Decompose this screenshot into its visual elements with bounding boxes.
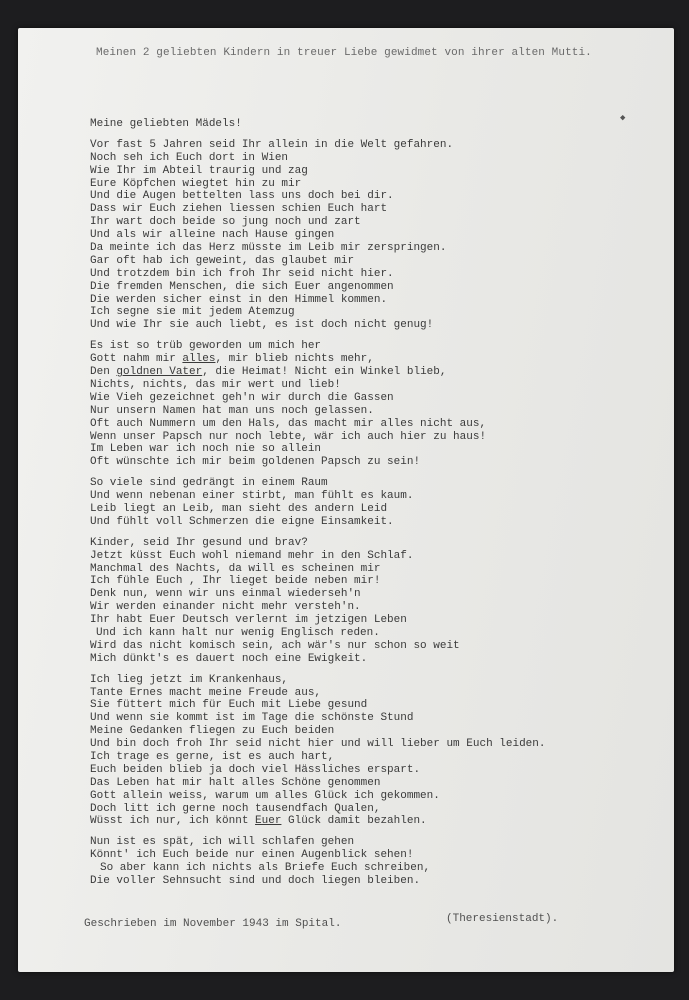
poem-body [90, 118, 650, 896]
poem-stanzas [90, 139, 650, 888]
poem-line: Mich dünkt's es dauert noch eine Ewigkeit. [90, 652, 368, 665]
poem-line: Die werden sicher einst in den Himmel kommen. [90, 293, 388, 306]
poem-line: Da meinte ich das Herz müsste im Leib mir zerspringen. [90, 242, 447, 255]
dedication-line: Meinen 2 geliebten Kindern in treuer Liebe gewidmet von ihrer alten Mutti. [96, 47, 592, 59]
poem-line: Die voller Sehnsucht sind und doch liegen bleiben. [90, 875, 421, 887]
poem-line: Und fühlt voll Schmerzen die eigne Einsamkeit. [90, 515, 394, 528]
stanza-5 [90, 674, 650, 829]
poem-line: Gott nahm mir alles, mir blieb nichts mehr, [90, 353, 374, 366]
poem-line: Und wenn nebenan einer stirbt, man fühlt es kaum. [90, 490, 414, 503]
poem-line: Ihr wart doch beide so jung noch und zart [90, 216, 361, 229]
poem-line: Denk nun, wenn wir uns einmal wiederseh'n [90, 588, 361, 601]
poem-line: Und als wir alleine nach Hause gingen [90, 229, 335, 242]
poem-line: Und wenn sie kommt ist im Tage die schönste Stund [90, 712, 414, 725]
poem-line: Und die Augen bettelten lass uns doch bei dir. [90, 190, 394, 203]
poem-line: Eure Köpfchen wiegtet hin zu mir [90, 177, 302, 190]
poem-line: Oft wünschte ich mir beim goldenen Papsch zu sein! [90, 456, 421, 469]
poem-line: Nun ist es spät, ich will schlafen gehen [90, 836, 355, 849]
poem-line: Den goldnen Vater, die Heimat! Nicht ein Winkel blieb, [90, 366, 447, 379]
poem-line: Gar oft hab ich geweint, das glaubet mir [90, 254, 355, 267]
written-note: Geschrieben im November 1943 im Spital. [84, 918, 342, 930]
stanza-2 [90, 340, 650, 469]
poem-greeting: Meine geliebten Mädels! [90, 118, 242, 130]
poem-line: Und ich kann halt nur wenig Englisch reden. [96, 626, 380, 639]
poem-line: Und bin doch froh Ihr seid nicht hier und will lieber um Euch leiden. [90, 738, 546, 751]
poem-line: Nichts, nichts, das mir wert und lieb! [90, 378, 341, 391]
poem-line: Ich lieg jetzt im Krankenhaus, [90, 673, 289, 686]
margin-mark: ◆ [620, 113, 626, 123]
poem-line: Ich trage es gerne, ist es auch hart, [90, 750, 335, 763]
poem-line: Kinder, seid Ihr gesund und brav? [90, 536, 308, 549]
poem-line: So aber kann ich nichts als Briefe Euch schreiben, [100, 862, 431, 875]
poem-line: Wird das nicht komisch sein, ach wär's nur schon so weit [90, 639, 460, 652]
poem-line: Ich fühle Euch , Ihr lieget beide neben mir! [90, 575, 381, 588]
poem-line: Gott allein weiss, warum um alles Glück ich gekommen. [90, 789, 440, 802]
poem-line: Wir werden einander nicht mehr versteh'n. [90, 601, 361, 614]
poem-line: Und wie Ihr sie auch liebt, es ist doch nicht genug! [90, 319, 434, 332]
poem-line: Nur unsern Namen hat man uns noch gelassen. [90, 404, 374, 417]
stanza-6 [90, 836, 650, 888]
poem-line: Meine Gedanken fliegen zu Euch beiden [90, 725, 335, 738]
poem-line: Manchmal des Nachts, da will es scheinen mir [90, 562, 381, 575]
poem-line: Sie füttert mich für Euch mit Liebe gesund [90, 699, 368, 712]
poem-line: Oft auch Nummern um den Hals, das macht mir alles nicht aus, [90, 417, 487, 430]
poem-line: Dass wir Euch ziehen liessen schien Euch hart [90, 203, 388, 216]
place-note: (Theresienstadt). [446, 913, 559, 925]
stanza-4 [90, 537, 650, 666]
poem-line: Euch beiden blieb ja doch viel Hässliches erspart. [90, 763, 421, 776]
poem-line: Wüsst ich nur, ich könnt Euer Glück damit bezahlen. [90, 815, 427, 828]
poem-line: Ihr habt Euer Deutsch verlernt im jetzigen Leben [90, 614, 407, 627]
poem-line: Es ist so trüb geworden um mich her [90, 340, 322, 353]
poem-line: Im Leben war ich noch nie so allein [90, 443, 322, 456]
stanza-3 [90, 477, 650, 529]
poem-line: Das Leben hat mir halt alles Schöne genommen [90, 776, 381, 789]
poem-line: Noch seh ich Euch dort in Wien [90, 151, 289, 164]
poem-line: Wie Ihr im Abteil traurig und zag [90, 164, 308, 177]
stanza-1 [90, 139, 650, 332]
poem-line: Leib liegt an Leib, man sieht des andern Leid [90, 502, 388, 515]
poem-line: Die fremden Menschen, die sich Euer angenommen [90, 280, 394, 293]
poem-line: Wenn unser Papsch nur noch lebte, wär ich auch hier zu haus! [90, 430, 487, 443]
poem-line: Und trotzdem bin ich froh Ihr seid nicht hier. [90, 267, 394, 280]
poem-line: Doch litt ich gerne noch tausendfach Qualen, [90, 802, 381, 815]
poem-line: Vor fast 5 Jahren seid Ihr allein in die Welt gefahren. [90, 138, 454, 151]
poem-line: Jetzt küsst Euch wohl niemand mehr in den Schlaf. [90, 549, 414, 562]
poem-line: Könnt' ich Euch beide nur einen Augenblick sehen! [90, 849, 414, 862]
poem-line: So viele sind gedrängt in einem Raum [90, 477, 328, 490]
poem-line: Ich segne sie mit jedem Atemzug [90, 306, 295, 319]
poem-line: Wie Vieh gezeichnet geh'n wir durch die Gassen [90, 391, 394, 404]
poem-line: Tante Ernes macht meine Freude aus, [90, 686, 322, 699]
